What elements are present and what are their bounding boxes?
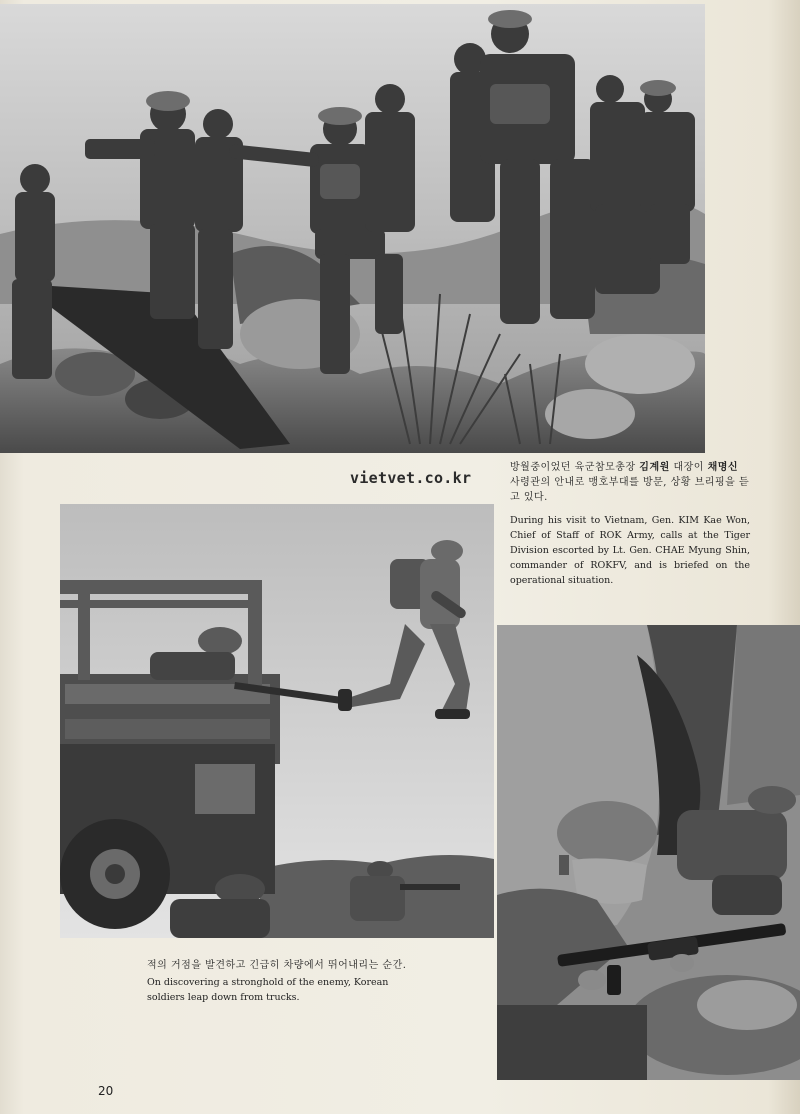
caption-name: 채명신 <box>707 462 739 473</box>
photo-soldiers-leap-from-truck <box>60 504 494 938</box>
caption-top-english: During his visit to Vietnam, Gen. KIM Kae Won, Chief of Staff of ROK Army, calls at the Tiger Division escorted by Lt. Gen. CHAE Myung Shin, commander of ROKFV, and is briefed on the operational situation. <box>510 515 750 586</box>
photo-soldier-with-rifle <box>497 625 800 1080</box>
photo-officers-briefing <box>0 4 705 453</box>
watermark: vietvet.co.kr <box>350 469 472 487</box>
caption-top-korean <box>510 460 750 505</box>
caption-bottom-korean: 적의 거점을 발견하고 긴급히 차량에서 뛰어내리는 순간. <box>147 960 407 971</box>
caption-text: 방월중이었던 육군참모총장 <box>510 462 640 473</box>
caption-name: 김계원 <box>639 462 670 473</box>
caption-bottom-english: On discovering a stronghold of the enemy, Korean soldiers leap down from trucks. <box>147 977 389 1003</box>
caption-text: 대장이 <box>669 462 708 473</box>
page-number: 20 <box>98 1084 114 1098</box>
caption-text: 사령관의 안내로 맹호부대를 방문, 상황 브리핑을 듣고 있다. <box>510 477 750 503</box>
caption-top <box>510 460 750 588</box>
caption-bottom <box>147 958 412 1005</box>
